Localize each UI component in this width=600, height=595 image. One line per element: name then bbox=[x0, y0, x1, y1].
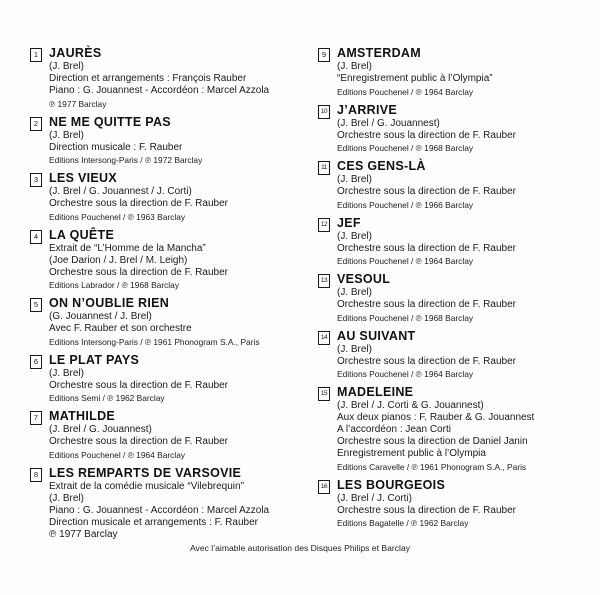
track-number-box: 13 bbox=[318, 274, 330, 288]
track-title: LES BOURGEOIS bbox=[337, 477, 446, 492]
track-title: NE ME QUITTE PAS bbox=[49, 114, 171, 129]
track-number-box: 4 bbox=[30, 230, 42, 244]
track-item bbox=[30, 172, 312, 222]
track-details bbox=[337, 217, 594, 267]
track-details bbox=[337, 330, 594, 380]
track-details bbox=[337, 104, 594, 154]
track-credit-line: (J. Brel) bbox=[337, 343, 372, 355]
track-credit-line: ℗ 1977 Barclay bbox=[49, 528, 118, 540]
track-details bbox=[49, 297, 312, 347]
track-credit-line: Direction et arrangements : François Rauber bbox=[49, 73, 247, 84]
track-details bbox=[49, 467, 312, 541]
track-credit-line: (J. Brel) bbox=[337, 61, 372, 72]
track-item bbox=[318, 386, 594, 472]
track-credit-line: Direction musicale : F. Rauber bbox=[49, 141, 183, 153]
track-item bbox=[318, 47, 594, 97]
track-title: AMSTERDAM bbox=[337, 46, 421, 60]
track-publishing-line: Editions Intersong-Paris / ℗ 1972 Barclay bbox=[49, 155, 203, 165]
track-number-box: 8 bbox=[30, 468, 42, 482]
track-item bbox=[30, 467, 312, 541]
track-publishing-line: Editions Pouchenel / ℗ 1966 Barclay bbox=[337, 199, 474, 210]
track-details bbox=[337, 273, 594, 323]
track-credit-line: Orchestre sous la direction de F. Rauber bbox=[337, 299, 516, 310]
track-publishing-line: Editions Pouchenel / ℗ 1968 Barclay bbox=[337, 143, 474, 153]
track-number-box: 6 bbox=[30, 355, 42, 369]
track-number-box: 1 bbox=[30, 48, 42, 62]
track-credit-line: (J. Brel / J. Corti & G. Jouannest) bbox=[337, 400, 484, 411]
track-publishing-line: Editions Pouchenel / ℗ 1964 Barclay bbox=[337, 86, 474, 97]
track-title: MATHILDE bbox=[49, 409, 116, 423]
track-item bbox=[318, 104, 594, 154]
track-credit-line: Orchestre sous la direction de F. Rauber bbox=[337, 504, 516, 516]
track-credit-line: Orchestre sous la direction de F. Rauber bbox=[337, 355, 516, 367]
track-title: JAURÈS bbox=[49, 46, 102, 60]
track-number-box: 16 bbox=[318, 480, 330, 494]
track-credit-line: (J. Brel / G. Jouannest) bbox=[337, 117, 440, 129]
track-credit-line: (J. Brel) bbox=[49, 492, 84, 504]
track-title: JEF bbox=[337, 215, 361, 230]
track-credit-line: Orchestre sous la direction de F. Rauber bbox=[337, 186, 516, 197]
track-credit-line: Extrait de “L’Homme de la Mancha” bbox=[49, 242, 206, 254]
track-item bbox=[30, 116, 312, 166]
track-publishing-line: Editions Bagatelle / ℗ 1962 Barclay bbox=[337, 518, 469, 528]
track-credit-line: Orchestre sous la direction de F. Rauber bbox=[49, 436, 228, 447]
track-number-box: 7 bbox=[30, 411, 42, 425]
track-credit-line: A l’accordéon : Jean Corti bbox=[337, 424, 451, 435]
track-item bbox=[318, 479, 594, 529]
track-number-box: 12 bbox=[318, 218, 330, 232]
track-credit-line: Direction musicale et arrangements : F. Rauber bbox=[49, 516, 258, 528]
track-title: AU SUIVANT bbox=[337, 328, 416, 343]
track-details bbox=[337, 479, 594, 529]
track-title: LE PLAT PAYS bbox=[49, 352, 140, 367]
track-item bbox=[318, 330, 594, 380]
track-credit-line: Piano : G. Jouannest - Accordéon : Marcel Azzola bbox=[49, 504, 270, 516]
track-credit-line: “Enregistrement public à l’Olympia” bbox=[337, 73, 493, 84]
track-details bbox=[337, 47, 594, 97]
track-item bbox=[30, 297, 312, 347]
track-item bbox=[30, 229, 312, 291]
track-item bbox=[30, 354, 312, 404]
track-credit-line: Orchestre sous la direction de Daniel Janin bbox=[337, 436, 528, 447]
track-number-box: 3 bbox=[30, 173, 42, 187]
track-credit-line: Orchestre sous la direction de F. Rauber bbox=[49, 379, 228, 391]
track-credit-line: (J. Brel / G. Jouannest / J. Corti) bbox=[49, 186, 192, 197]
track-credit-line: (J. Brel) bbox=[49, 129, 84, 141]
footer-note: Avec l’aimable autorisation des Disques Philips et Barclay bbox=[189, 543, 411, 553]
track-credit-line: (J. Brel / J. Corti) bbox=[337, 492, 413, 504]
track-credit-line: (J. Brel / G. Jouannest) bbox=[49, 424, 152, 435]
track-publishing-line: Editions Pouchenel / ℗ 1968 Barclay bbox=[337, 312, 474, 323]
track-credit-line: Orchestre sous la direction de F. Rauber bbox=[337, 129, 516, 141]
track-item bbox=[30, 47, 312, 109]
track-number-box: 2 bbox=[30, 117, 42, 131]
track-publishing-line: Editions Caravelle / ℗ 1961 Phonogram S.A., Paris bbox=[337, 461, 527, 472]
track-title: VESOUL bbox=[337, 272, 391, 286]
track-credit-line: Orchestre sous la direction de F. Rauber bbox=[337, 242, 516, 254]
track-credit-line: Extrait de la comédie musicale “Vilebrequin” bbox=[49, 480, 244, 492]
track-list-left-column bbox=[30, 47, 312, 548]
track-number-box: 15 bbox=[318, 387, 330, 401]
track-item bbox=[318, 273, 594, 323]
track-details bbox=[49, 354, 312, 404]
track-credit-line: Aux deux pianos : F. Rauber & G. Jouannest bbox=[337, 412, 535, 423]
track-number-box: 14 bbox=[318, 331, 330, 345]
track-details bbox=[49, 172, 312, 222]
track-publishing-line: Editions Intersong-Paris / ℗ 1961 Phonogram S.A., Paris bbox=[49, 336, 260, 347]
track-credit-line: Orchestre sous la direction de F. Rauber bbox=[49, 198, 228, 209]
track-credit-line: Orchestre sous la direction de F. Rauber bbox=[49, 266, 228, 278]
track-publishing-line: Editions Labrador / ℗ 1968 Barclay bbox=[49, 280, 180, 290]
track-details bbox=[337, 386, 594, 472]
track-details bbox=[49, 410, 312, 460]
track-publishing-line: Editions Pouchenel / ℗ 1964 Barclay bbox=[337, 369, 474, 379]
track-publishing-line: Editions Semi / ℗ 1962 Barclay bbox=[49, 393, 165, 403]
track-number-box: 5 bbox=[30, 298, 42, 312]
track-number-box: 9 bbox=[318, 48, 330, 62]
track-credit-line: (Joe Darion / J. Brel / M. Leigh) bbox=[49, 254, 188, 266]
track-publishing-line: Editions Pouchenel / ℗ 1964 Barclay bbox=[337, 256, 474, 266]
track-title: LA QUÊTE bbox=[49, 227, 115, 242]
track-credit-line: (J. Brel) bbox=[49, 61, 84, 72]
track-credit-line: Avec F. Rauber et son orchestre bbox=[49, 323, 192, 334]
track-title: MADELEINE bbox=[337, 385, 414, 399]
track-credit-line: (J. Brel) bbox=[49, 367, 84, 379]
track-title: J’ARRIVE bbox=[337, 102, 398, 117]
track-credit-line: (J. Brel) bbox=[337, 287, 372, 298]
track-item bbox=[30, 410, 312, 460]
track-credit-line: (J. Brel) bbox=[337, 174, 372, 185]
track-title: ON N’OUBLIE RIEN bbox=[49, 296, 170, 310]
track-credit-line: (J. Brel) bbox=[337, 230, 372, 242]
track-item bbox=[318, 217, 594, 267]
track-publishing-line: Editions Pouchenel / ℗ 1963 Barclay bbox=[49, 211, 186, 222]
track-details bbox=[49, 229, 312, 291]
track-publishing-line: ℗ 1977 Barclay bbox=[49, 98, 107, 109]
track-list-right-column bbox=[318, 47, 594, 535]
track-number-box: 11 bbox=[318, 161, 330, 175]
track-credit-line: (G. Jouannest / J. Brel) bbox=[49, 311, 152, 322]
track-details bbox=[337, 160, 594, 210]
track-title: LES REMPARTS DE VARSOVIE bbox=[49, 465, 242, 480]
track-details bbox=[49, 47, 312, 109]
track-credit-line: Enregistrement public à l’Olympia bbox=[337, 448, 486, 459]
track-publishing-line: Editions Pouchenel / ℗ 1964 Barclay bbox=[49, 449, 186, 460]
track-details bbox=[49, 116, 312, 166]
track-title: LES VIEUX bbox=[49, 171, 117, 185]
track-number-box: 10 bbox=[318, 105, 330, 119]
track-item bbox=[318, 160, 594, 210]
track-title: CES GENS-LÀ bbox=[337, 159, 426, 173]
track-credit-line: Piano : G. Jouannest - Accordéon : Marcel Azzola bbox=[49, 85, 270, 96]
